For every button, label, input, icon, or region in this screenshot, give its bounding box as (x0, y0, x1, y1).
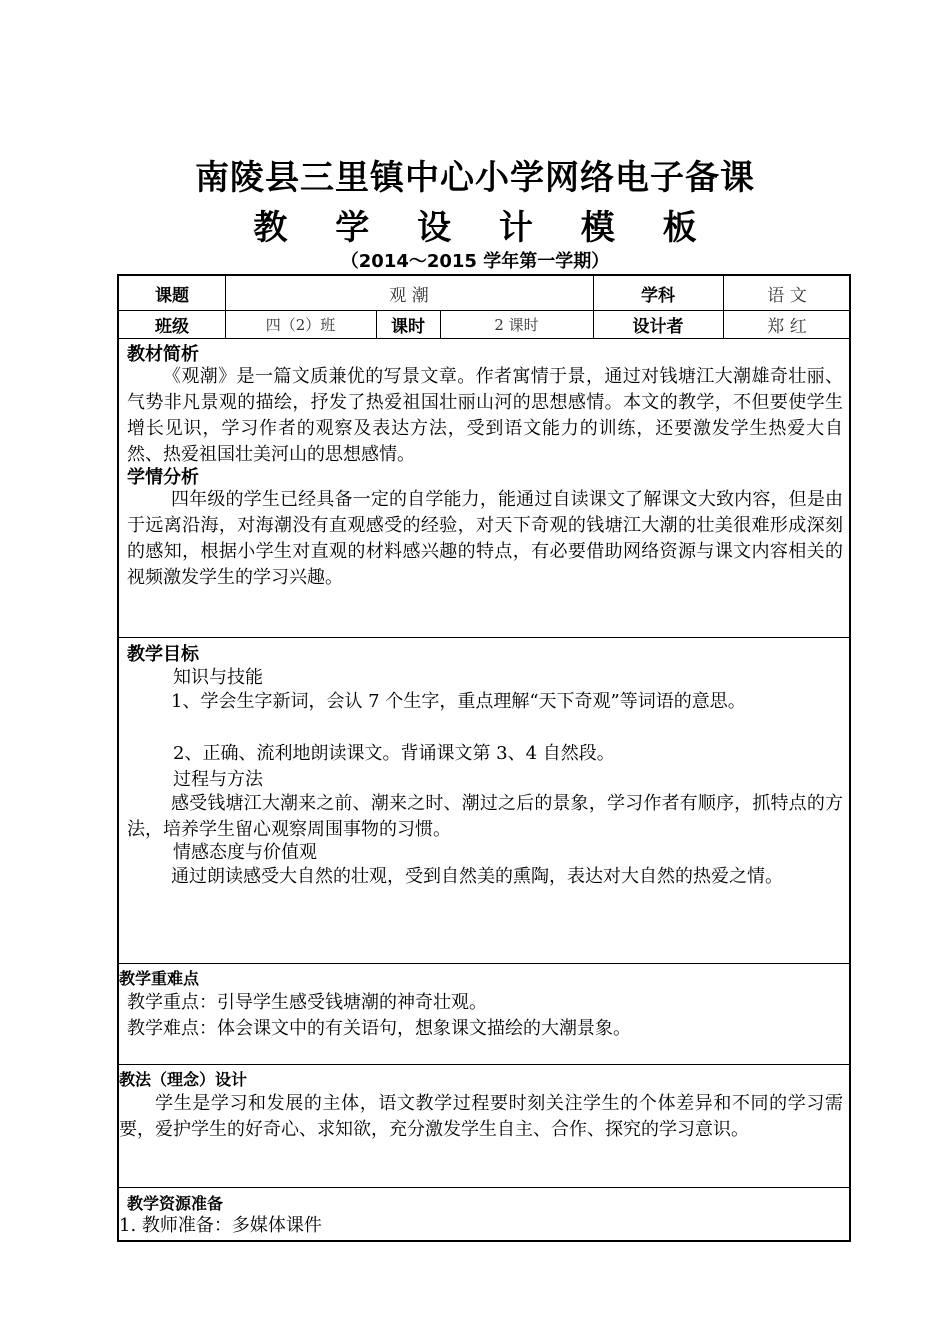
student-analysis-text: 四年级的学生已经具备一定的自学能力，能通过自读课文了解课文大致内容，但是由于远离沿海，对海潮没有直观感受的经验，对天下奇观的钱塘江大潮的壮美很难形成深刻的感知，根据小学生对直观的材料感兴趣的特点，有必要借助网络资源与课文内容相关的视频激发学生的学习兴趣。 (127, 489, 843, 588)
process-method-text: 感受钱塘江大潮来之前、潮来之时、潮过之后的景象，学习作者有顺序，抓特点的方法，培养学生留心观察周围事物的习惯。 (127, 793, 843, 840)
lesson-plan-table (117, 274, 851, 1242)
row-divider (119, 963, 849, 964)
designer-value: 郑 红 (767, 316, 807, 337)
knowledge-goal-1: 1、学会生字新词，会认 7 个生字，重点理解“天下奇观”等词语的意思。 (171, 691, 746, 712)
emotion-values-text: 通过朗读感受大自然的壮观，受到自然美的熏陶，表达对大自然的热爱之情。 (171, 866, 783, 887)
document-title: 南陵县三里镇中心小学网络电子备课 (195, 158, 755, 198)
class-value: 四（2）班 (265, 315, 336, 334)
emotion-values-label: 情感态度与价值观 (173, 842, 317, 863)
row-divider (119, 1064, 849, 1065)
row-divider (119, 637, 849, 638)
textbook-analysis-heading: 教材简析 (127, 344, 199, 365)
topic-value: 观 潮 (389, 285, 429, 306)
class-label: 班级 (155, 316, 189, 337)
row-divider (119, 338, 849, 339)
textbook-analysis-text: 《观潮》是一篇文质兼优的写景文章。作者寓情于景，通过对钱塘江大潮雄奇壮丽、气势非凡景观的描绘，抒发了热爱祖国壮丽山河的思想感情。本文的教学，不但要使学生增长见识，学习作者的观察及表达方法，受到语文能力的训练，还要激发学生热爱大自然、热爱祖国壮美河山的思想感情。 (127, 366, 843, 465)
process-method-label: 过程与方法 (173, 769, 263, 790)
key-points-heading: 教学重难点 (119, 969, 200, 988)
resources-heading: 教学资源准备 (127, 1194, 224, 1213)
teaching-difficulty: 教学难点：体会课文中的有关语句，想象课文描绘的大潮景象。 (127, 1018, 631, 1039)
term-subtitle: （2014～2015 学年第一学期） (340, 251, 610, 272)
subject-value: 语 文 (767, 285, 807, 306)
row-divider (119, 1187, 849, 1188)
designer-label: 设计者 (632, 316, 684, 337)
student-analysis-heading: 学情分析 (127, 467, 199, 488)
method-design-heading: 教法（理念）设计 (119, 1070, 248, 1089)
template-title: 教 学 设 计 模 板 (253, 208, 715, 248)
method-design-text: 学生是学习和发展的主体，语文教学过程要时刻关注学生的个体差异和不同的学习需要，爱护学生的好奇心、求知欲，充分激发学生自主、合作、探究的学习意识。 (119, 1093, 843, 1140)
teaching-focus: 教学重点：引导学生感受钱塘潮的神奇壮观。 (127, 992, 487, 1013)
resource-item: 1. 教师准备：多媒体课件 (119, 1215, 322, 1236)
subject-label: 学科 (641, 285, 675, 306)
teaching-goals-heading: 教学目标 (127, 644, 199, 665)
hours-label: 课时 (391, 316, 425, 337)
topic-label: 课题 (155, 285, 189, 306)
knowledge-skills-label: 知识与技能 (173, 667, 263, 688)
hours-value: 2 课时 (494, 315, 539, 334)
knowledge-goal-2: 2、正确、流利地朗读课文。背诵课文第 3、4 自然段。 (173, 743, 615, 764)
